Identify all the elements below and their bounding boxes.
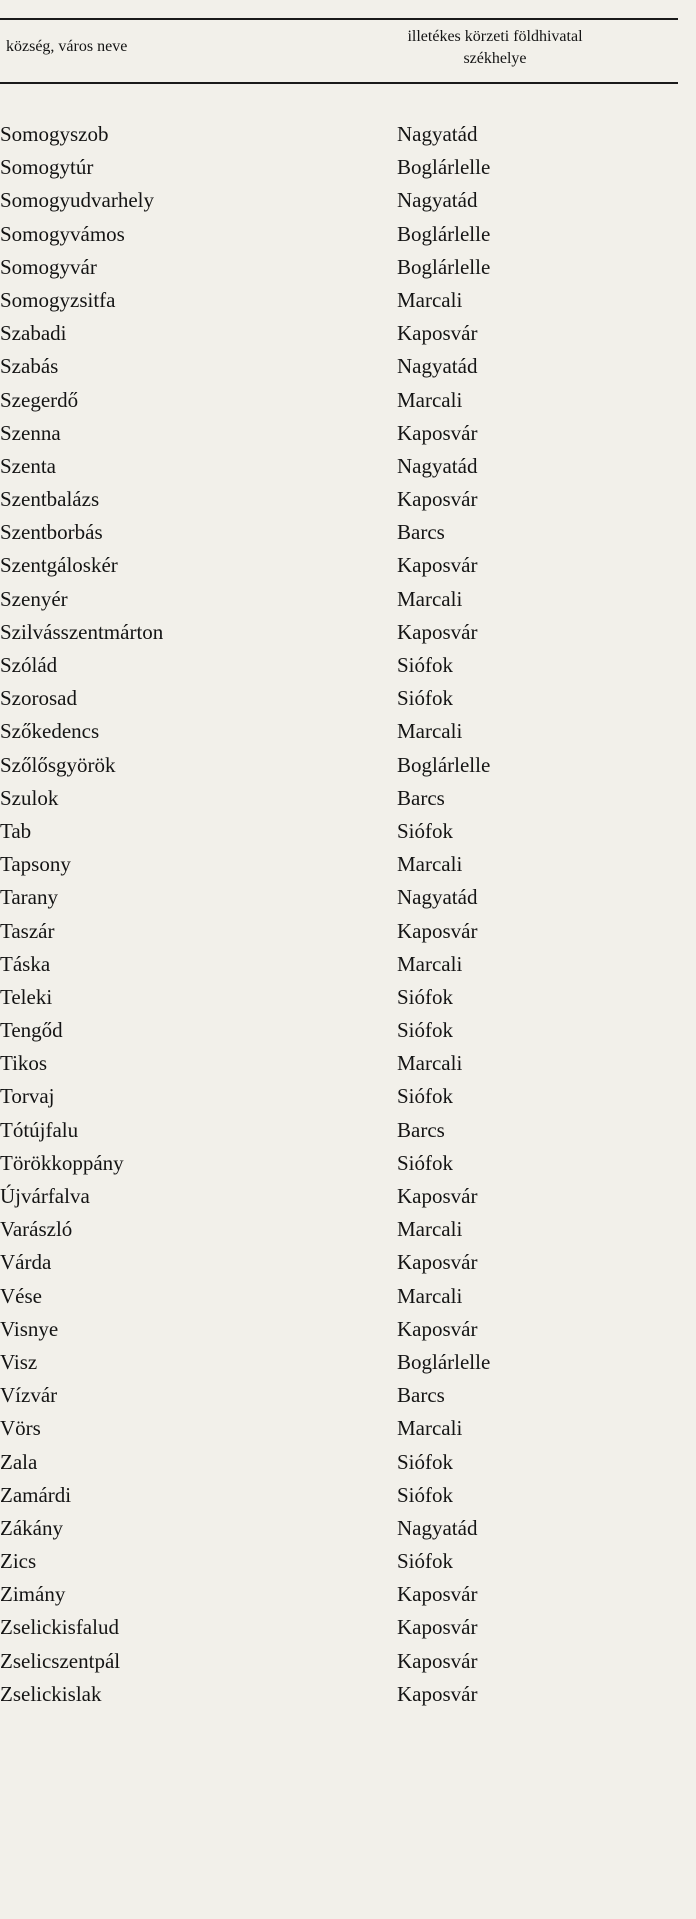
land-office-seat: Siófok xyxy=(397,686,454,711)
table-row xyxy=(0,1446,680,1479)
table-row xyxy=(0,848,680,881)
column-header-office-line1: illetékes körzeti földhivatal xyxy=(407,28,583,45)
town-name: Szólád xyxy=(0,653,58,677)
land-office-seat: Siófok xyxy=(397,1084,454,1109)
table-row xyxy=(0,749,680,782)
town-name: Zamárdi xyxy=(0,1482,72,1507)
town-name: Somogyvár xyxy=(0,254,97,279)
table-row xyxy=(0,948,680,981)
land-office-seat: Kaposvár xyxy=(397,553,478,578)
table-row xyxy=(0,1645,680,1678)
town-name: Zics xyxy=(0,1549,37,1574)
town-name: Szabadi xyxy=(0,321,67,346)
town-name: Torvaj xyxy=(0,1084,55,1109)
land-office-seat: Kaposvár xyxy=(397,918,478,943)
table-row xyxy=(0,483,680,516)
table-row xyxy=(0,1346,680,1379)
land-office-seat: Kaposvár xyxy=(397,1582,478,1607)
town-name: Szorosad xyxy=(0,686,77,711)
town-name: Vése xyxy=(0,1283,42,1308)
land-office-seat: Marcali xyxy=(397,1051,463,1076)
land-office-seat: Kaposvár xyxy=(397,1184,478,1208)
land-office-seat: Kaposvár xyxy=(397,487,478,512)
table-row xyxy=(0,1379,680,1412)
town-name: Zimány xyxy=(0,1582,66,1607)
town-name: Somogyvámos xyxy=(0,221,125,246)
town-name: Szegerdő xyxy=(0,387,79,412)
land-office-seat: Siófok xyxy=(397,1482,454,1507)
town-name: Törökkoppány xyxy=(0,1150,124,1175)
land-office-seat: Kaposvár xyxy=(397,1250,478,1275)
land-office-seat: Marcali xyxy=(397,852,463,877)
table-row xyxy=(0,1313,680,1346)
town-name: Szenna xyxy=(0,420,61,445)
land-office-seat: Barcs xyxy=(397,1117,445,1142)
town-name: Zselickislak xyxy=(0,1681,102,1706)
town-name: Szabás xyxy=(0,354,59,379)
town-name: Zákány xyxy=(0,1515,63,1540)
table-row xyxy=(0,549,680,582)
table-row xyxy=(0,1080,680,1113)
table-row xyxy=(0,350,680,383)
table-row xyxy=(0,1479,680,1512)
table-row xyxy=(0,450,680,483)
land-office-seat: Nagyatád xyxy=(397,354,478,379)
town-name: Somogytúr xyxy=(0,155,94,180)
table-row xyxy=(0,184,680,217)
table-row xyxy=(0,815,680,848)
land-office-seat: Kaposvár xyxy=(397,1316,478,1341)
land-office-seat: Boglárlelle xyxy=(397,752,491,777)
town-name: Szulok xyxy=(0,785,59,810)
town-name: Somogyudvarhely xyxy=(0,188,154,213)
land-office-seat: Boglárlelle xyxy=(397,1349,491,1374)
town-name: Visz xyxy=(0,1349,38,1374)
land-office-seat: Nagyatád xyxy=(397,122,478,146)
town-name: Szentbalázs xyxy=(0,487,100,512)
table-row xyxy=(0,1180,680,1213)
land-office-seat: Nagyatád xyxy=(397,885,478,910)
town-name: Vízvár xyxy=(0,1383,58,1408)
town-name: Táska xyxy=(0,951,51,976)
town-name: Somogyszob xyxy=(0,122,109,146)
town-name: Szőlősgyörök xyxy=(0,752,116,777)
table-row xyxy=(0,1578,680,1611)
table-row xyxy=(0,1047,680,1080)
land-office-seat: Siófok xyxy=(397,1150,454,1175)
town-name: Szenyér xyxy=(0,586,68,611)
table-row xyxy=(0,1545,680,1578)
town-name: Tapsony xyxy=(0,852,71,877)
table-row xyxy=(0,1611,680,1644)
table-row xyxy=(0,317,680,350)
town-name: Tótújfalu xyxy=(0,1117,79,1142)
town-name: Zselicszentpál xyxy=(0,1648,121,1673)
land-office-seat: Nagyatád xyxy=(397,453,478,478)
town-name: Várda xyxy=(0,1250,52,1275)
town-name: Teleki xyxy=(0,984,53,1009)
header-top-rule xyxy=(0,18,678,20)
table-row xyxy=(0,284,680,317)
land-office-seat: Barcs xyxy=(397,520,445,545)
land-office-seat: Marcali xyxy=(397,1416,463,1441)
town-name: Taszár xyxy=(0,918,55,943)
town-name: Szőkedencs xyxy=(0,719,100,744)
land-office-seat: Marcali xyxy=(397,1217,463,1242)
table-row xyxy=(0,218,680,251)
land-office-seat: Marcali xyxy=(397,287,463,312)
table-row xyxy=(0,682,680,715)
table-row xyxy=(0,616,680,649)
town-name: Zala xyxy=(0,1449,38,1474)
column-header-office xyxy=(350,26,640,70)
table-row xyxy=(0,1147,680,1180)
land-office-seat: Siófok xyxy=(397,984,454,1009)
town-name: Szentborbás xyxy=(0,520,103,545)
table-row xyxy=(0,1014,680,1047)
land-office-seat: Kaposvár xyxy=(397,1648,478,1673)
land-office-seat: Marcali xyxy=(397,719,463,744)
land-office-seat: Barcs xyxy=(397,785,445,810)
town-name: Szentgáloskér xyxy=(0,553,118,578)
column-header-town: község, város neve xyxy=(6,38,128,55)
table-row xyxy=(0,915,680,948)
table-row xyxy=(0,649,680,682)
town-name: Szenta xyxy=(0,453,56,478)
town-name: Vörs xyxy=(0,1416,41,1441)
land-office-seat: Marcali xyxy=(397,387,463,412)
land-office-seat: Marcali xyxy=(397,586,463,611)
land-office-seat: Kaposvár xyxy=(397,619,478,644)
land-office-seat: Siófok xyxy=(397,1018,454,1043)
town-name: Szilvásszentmárton xyxy=(0,619,164,644)
land-office-seat: Siófok xyxy=(397,1549,454,1574)
table-row xyxy=(0,782,680,815)
town-name: Újvárfalva xyxy=(0,1184,90,1208)
table-row xyxy=(0,1678,680,1711)
land-office-seat: Barcs xyxy=(397,1383,445,1408)
town-name: Visnye xyxy=(0,1316,59,1341)
land-office-seat: Kaposvár xyxy=(397,420,478,445)
table-row xyxy=(0,118,680,151)
table-row xyxy=(0,1246,680,1279)
table-row xyxy=(0,151,680,184)
table-row xyxy=(0,1412,680,1445)
table-row xyxy=(0,384,680,417)
town-name: Tarany xyxy=(0,885,58,910)
town-name: Tengőd xyxy=(0,1018,63,1043)
column-header-office-line2: székhelye xyxy=(463,50,527,67)
table-row xyxy=(0,1213,680,1246)
land-office-seat: Boglárlelle xyxy=(397,155,491,180)
land-office-seat: Nagyatád xyxy=(397,188,478,213)
table-row xyxy=(0,715,680,748)
table-row xyxy=(0,981,680,1014)
land-office-seat: Kaposvár xyxy=(397,1615,478,1640)
table-row xyxy=(0,251,680,284)
land-office-seat: Nagyatád xyxy=(397,1515,478,1540)
land-office-seat: Kaposvár xyxy=(397,1681,478,1706)
header-bottom-rule xyxy=(0,82,678,84)
land-office-seat: Boglárlelle xyxy=(397,221,491,246)
table-body xyxy=(0,118,680,1711)
land-office-seat: Siófok xyxy=(397,653,454,677)
land-office-seat: Siófok xyxy=(397,818,454,843)
town-name: Zselickisfalud xyxy=(0,1615,119,1640)
land-office-seat: Kaposvár xyxy=(397,321,478,346)
table-row xyxy=(0,881,680,914)
land-office-seat: Siófok xyxy=(397,1449,454,1474)
town-name: Tab xyxy=(0,818,32,843)
land-office-seat: Boglárlelle xyxy=(397,254,491,279)
table-row xyxy=(0,583,680,616)
town-name: Varászló xyxy=(0,1217,73,1242)
town-name: Somogyzsitfa xyxy=(0,287,116,312)
table-row xyxy=(0,1512,680,1545)
land-office-seat: Marcali xyxy=(397,951,463,976)
table-row xyxy=(0,516,680,549)
table-row xyxy=(0,1280,680,1313)
land-office-seat: Marcali xyxy=(397,1283,463,1308)
town-name: Tikos xyxy=(0,1051,48,1076)
table-row xyxy=(0,1114,680,1147)
table-row xyxy=(0,417,680,450)
